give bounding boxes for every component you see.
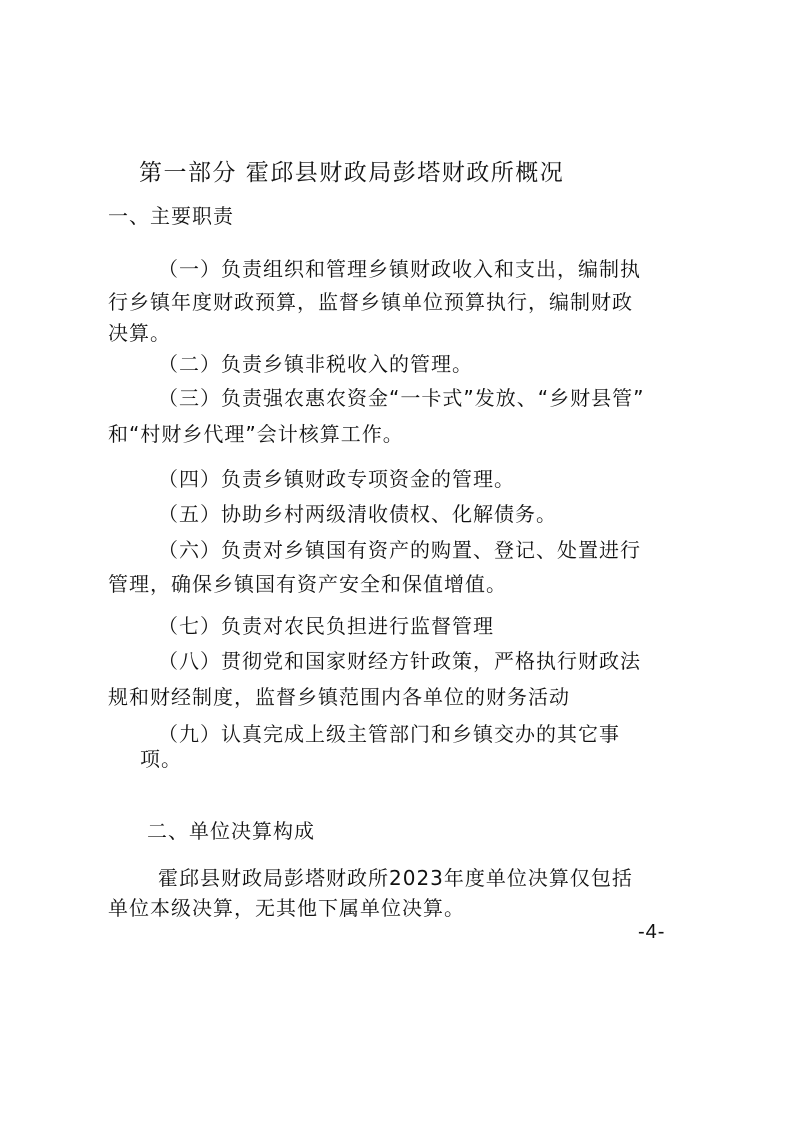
duty-3-line-1: （三）负责强农惠农资金“一卡式”发放、“乡财县管”: [158, 386, 645, 410]
duty-9-line-2: 项。: [140, 747, 182, 771]
section-heading-composition: 二、单位决算构成: [147, 819, 315, 843]
duty-6-line-2: 管理，确保乡镇国有资产安全和保值增值。: [108, 572, 507, 596]
composition-body-line-1: 霍邱县财政局彭塔财政所2023年度单位决算仅包括: [158, 866, 633, 890]
page-number: -4-: [638, 921, 666, 943]
duty-1-line-1: （一）负责组织和管理乡镇财政收入和支出，编制执: [158, 257, 641, 281]
duty-1-line-2: 行乡镇年度财政预算，监督乡镇单位预算执行，编制财政: [108, 290, 633, 314]
duty-3-line-2: 和“村财乡代理”会计核算工作。: [108, 422, 404, 446]
duty-6-line-1: （六）负责对乡镇国有资产的购置、登记、处置进行: [158, 538, 641, 562]
composition-body-line-2: 单位本级决算，无其他下属单位决算。: [108, 896, 465, 920]
duty-4-line-1: （四）负责乡镇财政专项资金的管理。: [158, 467, 515, 491]
section-heading-duties: 一、主要职责: [108, 204, 234, 228]
duty-1-line-3: 决算。: [108, 321, 171, 345]
duty-7-line-1: （七）负责对农民负担进行监督管理: [158, 614, 494, 638]
duty-5-line-1: （五）协助乡村两级清收债权、化解债务。: [158, 502, 557, 526]
duty-8-line-1: （八）贯彻党和国家财经方针政策，严格执行财政法: [158, 649, 641, 673]
document-title: 第一部分 霍邱县财政局彭塔财政所概况: [139, 160, 565, 186]
duty-2-line-1: （二）负责乡镇非税收入的管理。: [158, 352, 473, 376]
duty-9-line-1: （九）认真完成上级主管部门和乡镇交办的其它事: [158, 722, 620, 746]
duty-8-line-2: 规和财经制度，监督乡镇范围内各单位的财务活动: [108, 685, 570, 709]
